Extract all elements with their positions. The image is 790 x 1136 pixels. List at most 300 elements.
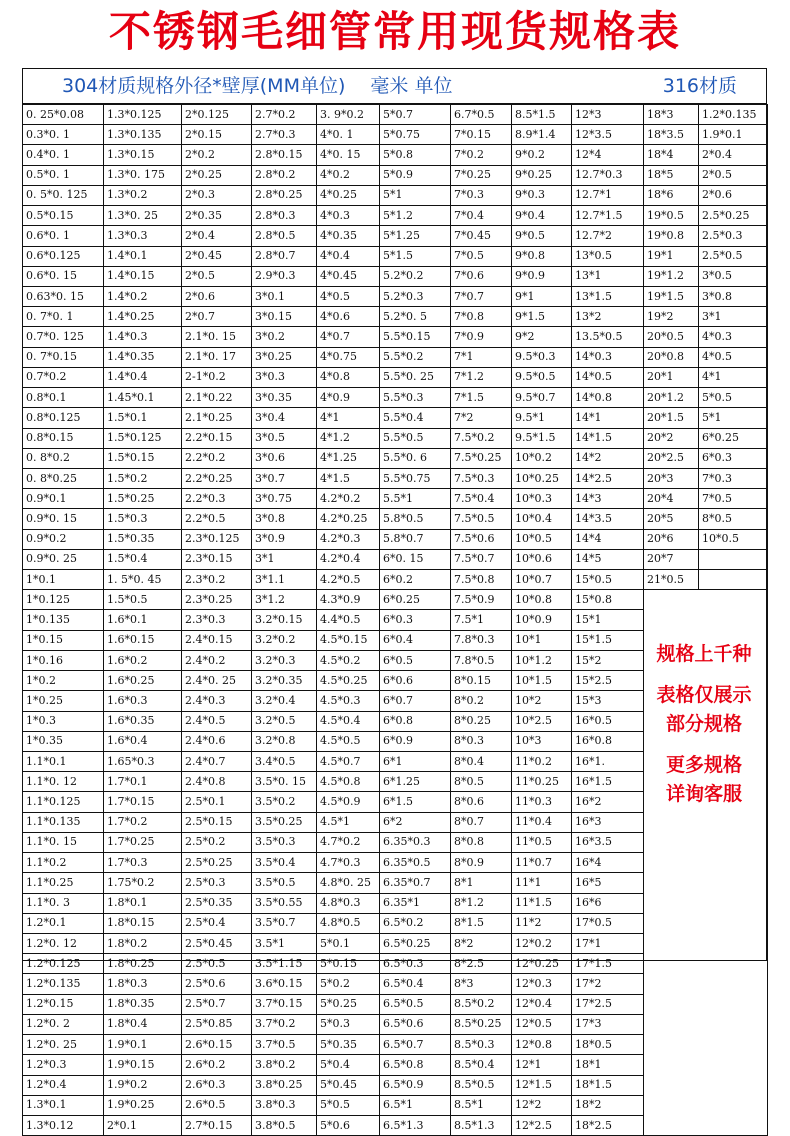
table-cell: 5.5*0.5: [380, 428, 451, 448]
table-cell: 8*0.7: [451, 812, 512, 832]
table-cell: 6*1.5: [380, 792, 451, 812]
table-cell: 3*0.7: [252, 468, 317, 488]
table-cell: 1.75*0.2: [104, 873, 182, 893]
table-cell: 3.2*0.15: [252, 610, 317, 630]
table-cell: 14*2: [572, 448, 644, 468]
table-cell: 2.3*0.2: [182, 570, 252, 590]
table-cell: 4*0.25: [317, 185, 380, 205]
table-cell: 2.6*0.2: [182, 1055, 252, 1075]
table-cell: 1.45*0.1: [104, 388, 182, 408]
table-cell: 5*1.2: [380, 206, 451, 226]
table-cell: 2*0.6: [699, 185, 768, 205]
table-cell: 14*4: [572, 529, 644, 549]
table-cell: 9*0.3: [512, 185, 572, 205]
table-cell: 2.4*0.5: [182, 711, 252, 731]
table-cell: 14*0.8: [572, 388, 644, 408]
table-cell: 7*0.25: [451, 165, 512, 185]
table-cell: 6*0.5: [380, 650, 451, 670]
table-cell: 16*2: [572, 792, 644, 812]
table-cell: 3.2*0.35: [252, 671, 317, 691]
table-cell: 11*2: [512, 913, 572, 933]
table-cell: 0.9*0.1: [23, 489, 104, 509]
table-cell: 2.5*0.85: [182, 1014, 252, 1034]
table-cell: 5.5*0.15: [380, 327, 451, 347]
table-cell: 1.5*0.3: [104, 509, 182, 529]
table-cell: 5*0.45: [317, 1075, 380, 1095]
table-cell: 3.5*1.15: [252, 954, 317, 974]
table-cell: 8*0.3: [451, 731, 512, 751]
table-cell: 7.5*0.7: [451, 549, 512, 569]
table-cell: 8*0.9: [451, 853, 512, 873]
table-cell: 16*0.5: [572, 711, 644, 731]
table-cell: 6.5*0.6: [380, 1014, 451, 1034]
table-cell: 20*4: [644, 489, 699, 509]
table-cell: 4*0.5: [699, 347, 768, 367]
table-cell: 3*0.8: [699, 286, 768, 306]
table-cell: 2*0.15: [182, 125, 252, 145]
table-cell: 18*2: [572, 1095, 644, 1115]
table-cell: 6.5*0.2: [380, 913, 451, 933]
table-cell: 7*0.4: [451, 206, 512, 226]
table-cell: 10*1.2: [512, 650, 572, 670]
table-cell: 9*0.8: [512, 246, 572, 266]
table-cell: 7*0.2: [451, 145, 512, 165]
table-cell: 1.2*0.1: [23, 913, 104, 933]
table-cell: 2.4*0.2: [182, 650, 252, 670]
table-cell: 7*0.9: [451, 327, 512, 347]
table-cell: 5*0.75: [380, 125, 451, 145]
table-cell: 9*0.5: [512, 226, 572, 246]
table-cell: 0. 5*0. 125: [23, 185, 104, 205]
table-cell: 1.5*0.5: [104, 590, 182, 610]
table-cell: 9.5*1: [512, 408, 572, 428]
table-cell: 2.5*0.3: [182, 873, 252, 893]
header-304-label: 304材质规格外径*壁厚(MM单位) 毫米 单位: [62, 75, 453, 97]
table-cell: 4*0.3: [317, 206, 380, 226]
table-cell: 9.5*0.3: [512, 347, 572, 367]
table-cell: 1*0.135: [23, 610, 104, 630]
table-cell: 3.5*0. 15: [252, 772, 317, 792]
table-cell: 15*3: [572, 691, 644, 711]
table-cell: 8.5*1: [451, 1095, 512, 1115]
table-cell: 7*0.6: [451, 266, 512, 286]
table-cell: 1.4*0.15: [104, 266, 182, 286]
table-cell: 19*1.5: [644, 286, 699, 306]
table-cell: 5.5*0. 6: [380, 448, 451, 468]
table-cell: 7*1.5: [451, 388, 512, 408]
table-cell: 3.7*0.15: [252, 994, 317, 1014]
table-cell: 17*1.5: [572, 954, 644, 974]
table-cell: 7*0.5: [451, 246, 512, 266]
table-cell: [699, 549, 768, 569]
table-row: [23, 489, 768, 509]
table-cell: 4.8*0.5: [317, 913, 380, 933]
table-cell: 11*0.5: [512, 832, 572, 852]
table-cell: 8.9*1.4: [512, 125, 572, 145]
table-cell: 4.7*0.3: [317, 853, 380, 873]
table-cell: 1.5*0.25: [104, 489, 182, 509]
table-cell: 17*3: [572, 1014, 644, 1034]
table-cell: 4.5*0.9: [317, 792, 380, 812]
table-cell: 19*0.8: [644, 226, 699, 246]
table-cell: 18*4: [644, 145, 699, 165]
table-cell: 6*0.25: [699, 428, 768, 448]
table-cell: 4*0.9: [317, 388, 380, 408]
table-cell: 8*2.5: [451, 954, 512, 974]
table-cell: 1.9*0.15: [104, 1055, 182, 1075]
table-cell: 0. 7*0.15: [23, 347, 104, 367]
table-cell: 1.3*0.1: [23, 1095, 104, 1115]
table-cell: 5.5*0.3: [380, 388, 451, 408]
table-cell: 2.8*0.2: [252, 165, 317, 185]
table-cell: 10*3: [512, 731, 572, 751]
table-cell: 7.5*0.4: [451, 489, 512, 509]
table-cell: 9*2: [512, 327, 572, 347]
table-cell: 0.8*0.125: [23, 408, 104, 428]
table-cell: 5*0.1: [317, 933, 380, 953]
table-cell: 8*1.5: [451, 913, 512, 933]
table-cell: 0.9*0. 15: [23, 509, 104, 529]
table-cell: 9*0.25: [512, 165, 572, 185]
table-cell: 2*0.4: [699, 145, 768, 165]
table-cell: 10*1.5: [512, 671, 572, 691]
table-cell: 5.2*0.2: [380, 266, 451, 286]
table-cell: 20*2: [644, 428, 699, 448]
table-cell: 2.5*0.1: [182, 792, 252, 812]
table-cell: 0.6*0.125: [23, 246, 104, 266]
table-cell: 5.5*0.2: [380, 347, 451, 367]
table-cell: 2.6*0.3: [182, 1075, 252, 1095]
table-cell: 3.2*0.3: [252, 650, 317, 670]
table-cell: 1.7*0.2: [104, 812, 182, 832]
table-cell: 2*0.25: [182, 165, 252, 185]
table-cell: 4*0.7: [317, 327, 380, 347]
table-cell: 0.4*0. 1: [23, 145, 104, 165]
table-cell: 6*0.8: [380, 711, 451, 731]
table-cell: 5*0.7: [380, 105, 451, 125]
table-cell: 3*0.4: [252, 408, 317, 428]
table-cell: 1.8*0.2: [104, 933, 182, 953]
table-cell: 1.1*0. 3: [23, 893, 104, 913]
table-cell: 2.2*0.3: [182, 489, 252, 509]
table-cell: 4*0.35: [317, 226, 380, 246]
table-cell: 13.5*0.5: [572, 327, 644, 347]
table-cell: 5*0.6: [317, 1115, 380, 1135]
table-cell: 6*0.4: [380, 630, 451, 650]
table-cell: 19*0.5: [644, 206, 699, 226]
table-cell: 2.5*0.15: [182, 812, 252, 832]
table-cell: 2.3*0.15: [182, 549, 252, 569]
table-row: [23, 145, 768, 165]
table-cell: 1.7*0.25: [104, 832, 182, 852]
table-cell: 6.5*0.7: [380, 1035, 451, 1055]
table-cell: 1.8*0.3: [104, 974, 182, 994]
table-cell: 8*1: [451, 873, 512, 893]
table-cell: 3.4*0.5: [252, 752, 317, 772]
table-cell: 6.35*1: [380, 893, 451, 913]
table-cell: 14*1: [572, 408, 644, 428]
table-cell: 12*3.5: [572, 125, 644, 145]
table-cell: 1.6*0.25: [104, 671, 182, 691]
table-cell: 1.7*0.3: [104, 853, 182, 873]
table-cell: 3*0.3: [252, 367, 317, 387]
table-row: [23, 509, 768, 529]
table-cell: 3*0.9: [252, 529, 317, 549]
table-cell: 6*0.3: [380, 610, 451, 630]
table-cell: 1.8*0.4: [104, 1014, 182, 1034]
table-cell: 1.8*0.1: [104, 893, 182, 913]
table-cell: 10*0.8: [512, 590, 572, 610]
table-cell: 3*0.6: [252, 448, 317, 468]
table-cell: 1.2*0.135: [23, 974, 104, 994]
table-cell: 0.9*0. 25: [23, 549, 104, 569]
table-cell: 10*1: [512, 630, 572, 650]
table-cell: 5*0.3: [317, 1014, 380, 1034]
table-cell: 16*1.5: [572, 772, 644, 792]
table-cell: 2.5*0.35: [182, 893, 252, 913]
table-row: [23, 529, 768, 549]
table-cell: 1*0.3: [23, 711, 104, 731]
table-cell: 6*0.25: [380, 590, 451, 610]
table-cell: 11*1: [512, 873, 572, 893]
table-cell: 0.7*0. 125: [23, 327, 104, 347]
table-cell: 18*6: [644, 185, 699, 205]
table-cell: 1.1*0.2: [23, 853, 104, 873]
table-cell: 4*0.8: [317, 367, 380, 387]
table-cell: 7*0.7: [451, 286, 512, 306]
table-cell: 15*1.5: [572, 630, 644, 650]
table-cell: 15*0.8: [572, 590, 644, 610]
table-row: [23, 549, 768, 569]
table-cell: 5*0.35: [317, 1035, 380, 1055]
table-cell: 1.8*0.25: [104, 954, 182, 974]
table-cell: 0.5*0.15: [23, 206, 104, 226]
table-cell: 1. 5*0. 45: [104, 570, 182, 590]
table-cell: 4*0.75: [317, 347, 380, 367]
table-cell: 3*0.75: [252, 489, 317, 509]
table-cell: 12*3: [572, 105, 644, 125]
table-cell: 3.2*0.8: [252, 731, 317, 751]
table-cell: 2.5*0.5: [699, 246, 768, 266]
table-row: [23, 347, 768, 367]
table-cell: 3*1.2: [252, 590, 317, 610]
table-cell: 5.5*0.4: [380, 408, 451, 428]
table-cell: 5*0.15: [317, 954, 380, 974]
table-cell: 3.2*0.5: [252, 711, 317, 731]
table-cell: 1.7*0.15: [104, 792, 182, 812]
table-cell: 2.8*0.25: [252, 185, 317, 205]
table-cell: 4.5*0.4: [317, 711, 380, 731]
table-cell: 8*0.5: [451, 772, 512, 792]
table-cell: 7.5*0.8: [451, 570, 512, 590]
table-cell: 19*2: [644, 307, 699, 327]
table-cell: 5*0.5: [317, 1095, 380, 1115]
table-cell: 6.35*0.3: [380, 832, 451, 852]
table-cell: 4*1: [317, 408, 380, 428]
table-cell: 6.5*1: [380, 1095, 451, 1115]
table-cell: 6*0.7: [380, 691, 451, 711]
table-cell: 2*0.125: [182, 105, 252, 125]
table-cell: 20*1: [644, 367, 699, 387]
table-cell: 10*0.6: [512, 549, 572, 569]
table-cell: 11*0.7: [512, 853, 572, 873]
table-cell: 1*0.16: [23, 650, 104, 670]
table-cell: 5*1: [699, 408, 768, 428]
table-cell: 4.7*0.2: [317, 832, 380, 852]
table-cell: 1.6*0.15: [104, 630, 182, 650]
table-cell: 17*2.5: [572, 994, 644, 1014]
table-cell: 18*5: [644, 165, 699, 185]
table-cell: 2.7*0.15: [182, 1115, 252, 1135]
table-cell: 8*2: [451, 933, 512, 953]
table-cell: 6.7*0.5: [451, 105, 512, 125]
table-cell: 5*0.9: [380, 165, 451, 185]
table-cell: 4*1: [699, 367, 768, 387]
table-cell: 12*2: [512, 1095, 572, 1115]
table-cell: 7*1.2: [451, 367, 512, 387]
table-cell: 4.2*0.25: [317, 509, 380, 529]
table-cell: 1.3*0. 175: [104, 165, 182, 185]
table-cell: 1.65*0.3: [104, 752, 182, 772]
table-cell: 1.3*0.125: [104, 105, 182, 125]
table-cell: 10*0.5: [699, 529, 768, 549]
table-cell: 1.6*0.2: [104, 650, 182, 670]
table-cell: 2.2*0.5: [182, 509, 252, 529]
table-cell: 3.8*0.5: [252, 1115, 317, 1135]
table-cell: 6*0.2: [380, 570, 451, 590]
table-cell: 7*0.45: [451, 226, 512, 246]
header-316-label: 316材质: [662, 75, 737, 97]
table-cell: 2.2*0.2: [182, 448, 252, 468]
table-cell: 4.5*1: [317, 812, 380, 832]
table-cell: 0. 8*0.25: [23, 468, 104, 488]
table-cell: 4.8*0.3: [317, 893, 380, 913]
table-cell: 14*3: [572, 489, 644, 509]
table-cell: 18*0.5: [572, 1035, 644, 1055]
table-cell: 0. 8*0.2: [23, 448, 104, 468]
table-cell: 6*0.6: [380, 671, 451, 691]
table-cell: 1.3*0.135: [104, 125, 182, 145]
table-cell: 2*0.2: [182, 145, 252, 165]
table-cell: 10*0.4: [512, 509, 572, 529]
table-cell: 4*0.2: [317, 165, 380, 185]
table-cell: 6.5*0.9: [380, 1075, 451, 1095]
table-cell: 1.2*0.4: [23, 1075, 104, 1095]
table-cell: 18*1.5: [572, 1075, 644, 1095]
table-cell: 2.3*0.25: [182, 590, 252, 610]
page-title: 不锈钢毛细管常用现货规格表: [108, 7, 681, 56]
table-cell: 11*0.4: [512, 812, 572, 832]
table-cell: 2.8*0.5: [252, 226, 317, 246]
table-cell: 20*7: [644, 549, 699, 569]
table-cell: 4.2*0.2: [317, 489, 380, 509]
table-cell: 4.2*0.4: [317, 549, 380, 569]
table-row: [23, 367, 768, 387]
table-cell: 12*4: [572, 145, 644, 165]
table-cell: 20*2.5: [644, 448, 699, 468]
table-cell: 12*0.8: [512, 1035, 572, 1055]
table-cell: 8.5*0.25: [451, 1014, 512, 1034]
table-cell: 8*0.4: [451, 752, 512, 772]
table-cell: 1.1*0.25: [23, 873, 104, 893]
table-cell: 8*0.2: [451, 691, 512, 711]
table-cell: 2*0.5: [182, 266, 252, 286]
table-cell: 2.8*0.3: [252, 206, 317, 226]
table-cell: 7.5*0.2: [451, 428, 512, 448]
table-cell: 20*0.8: [644, 347, 699, 367]
table-row: [23, 570, 768, 590]
table-cell: 8*0.25: [451, 711, 512, 731]
table-cell: 2.5*0.6: [182, 974, 252, 994]
table-cell: 1*0.25: [23, 691, 104, 711]
table-cell: 10*2.5: [512, 711, 572, 731]
table-cell: 16*4: [572, 853, 644, 873]
table-cell: 15*2: [572, 650, 644, 670]
table-cell: 3.2*0.4: [252, 691, 317, 711]
table-cell: 9*1.5: [512, 307, 572, 327]
table-cell: 3*0.15: [252, 307, 317, 327]
table-cell: 2*0.7: [182, 307, 252, 327]
table-cell: 1.2*0. 12: [23, 933, 104, 953]
table-row: [23, 266, 768, 286]
table-cell: 4.5*0.2: [317, 650, 380, 670]
table-cell: 1.3*0.3: [104, 226, 182, 246]
table-cell: 14*0.5: [572, 367, 644, 387]
table-cell: 20*5: [644, 509, 699, 529]
table-cell: 2.1*0. 15: [182, 327, 252, 347]
table-cell: 15*1: [572, 610, 644, 630]
table-cell: 10*0.3: [512, 489, 572, 509]
table-cell: 5.2*0. 5: [380, 307, 451, 327]
table-cell: 20*1.2: [644, 388, 699, 408]
table-cell: 2.8*0.15: [252, 145, 317, 165]
table-cell: 1*0.2: [23, 671, 104, 691]
spec-table: [22, 104, 768, 1136]
table-cell: 3.5*0.3: [252, 832, 317, 852]
table-cell: 8.5*1.3: [451, 1115, 512, 1135]
table-cell: 1*0.1: [23, 570, 104, 590]
table-cell: 10*0.5: [512, 529, 572, 549]
table-cell: 18*1: [572, 1055, 644, 1075]
table-cell: 6.5*0.3: [380, 954, 451, 974]
table-cell: 8.5*1.5: [512, 105, 572, 125]
table-cell: 14*0.3: [572, 347, 644, 367]
table-cell: 9*0.2: [512, 145, 572, 165]
table-cell: 8*0.6: [451, 792, 512, 812]
table-cell: 11*0.25: [512, 772, 572, 792]
table-cell: 17*1: [572, 933, 644, 953]
note-partial: 表格仅展示 部分规格: [656, 684, 752, 735]
table-cell: 1*0.15: [23, 630, 104, 650]
table-cell: 1.8*0.35: [104, 994, 182, 1014]
table-cell: 0.8*0.1: [23, 388, 104, 408]
table-cell: 6*0.9: [380, 731, 451, 751]
table-cell: 4.2*0.5: [317, 570, 380, 590]
table-cell: 2*0.4: [182, 226, 252, 246]
table-cell: 6*0.3: [699, 448, 768, 468]
table-cell: 2.3*0.125: [182, 529, 252, 549]
table-cell: 12.7*2: [572, 226, 644, 246]
table-cell: 2*0.1: [104, 1115, 182, 1135]
table-cell: 3.5*0.25: [252, 812, 317, 832]
table-cell: 3.7*0.5: [252, 1035, 317, 1055]
table-cell: 6.5*1.3: [380, 1115, 451, 1135]
table-cell: 2.1*0.22: [182, 388, 252, 408]
table-cell: 0.5*0. 1: [23, 165, 104, 185]
table-cell: 8*0.15: [451, 671, 512, 691]
table-cell: 20*1.5: [644, 408, 699, 428]
table-row: [23, 388, 768, 408]
